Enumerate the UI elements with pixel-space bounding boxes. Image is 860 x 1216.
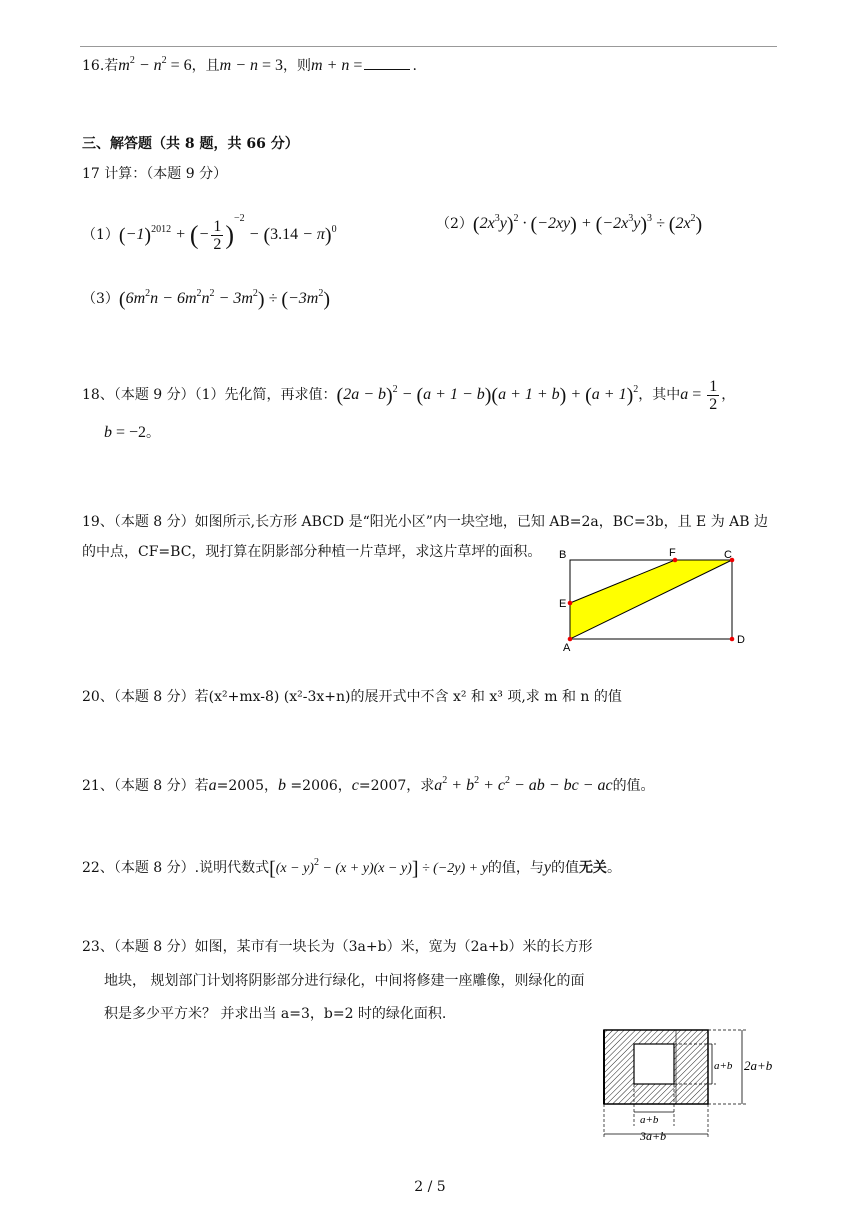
point-d bbox=[730, 637, 735, 642]
q17-part2: $(2)(2x^3y)^2 \cdot (-2xy) + (-2x^3y)^3 \div (2x^2)$ bbox=[436, 213, 703, 236]
shaded-lawn bbox=[570, 560, 732, 639]
label-f: F bbox=[669, 547, 676, 559]
question-23-line1: 23、（本题 8 分）如图，某市有一块长为（3a+b）米，宽为（2a+b）米的长方形 bbox=[82, 939, 593, 955]
question-21: 21、（本题 8 分）若a=2005，b =2006，c=2007，求$a^2 + b^2 + c^2$ − ab − bc − ac的值。 bbox=[82, 775, 655, 794]
section-title: 三、解答题（共 8 题，共 66 分） bbox=[82, 136, 299, 152]
label-e: E bbox=[559, 598, 567, 610]
question-19: 19、（本题 8 分）如图所示,长方形 ABCD 是“阳光小区”内一块空地，已知 AB=2a，BC=3b，且 E 为 AB 边的中点，CF=BC，现打算在阴影部分种植一片草坪，求这片草坪的面积。 bbox=[82, 514, 768, 560]
question-23-line2: 地块， 规划部门计划将阴影部分进行绿化，中间将修建一座雕像，则绿化的面 bbox=[104, 973, 585, 989]
question-16: 16.若$m^2 - n^2 = 6$，且m − n = 3，则m + n = . bbox=[82, 55, 417, 74]
q17-part3: $(3)(6m^2n - 6m^2n^2 - 3m^2) \div (-3m^2)$ bbox=[82, 288, 331, 311]
question-22: 22、（本题 8 分）.说明代数式$[(x - y)^2 - (x + y)(x - y)] \div (-2y) + y$的值，与y的值无关。 bbox=[82, 857, 621, 880]
label-a: A bbox=[563, 642, 571, 654]
rectangle-abcd-figure bbox=[555, 545, 755, 655]
label-c: C bbox=[724, 549, 732, 561]
question-18: 18、（本题 9 分）（1）先化简，再求值：$(2a - b)^2 - (a + 1 - b)(a + 1 + b) + (a + 1)^2$，其中a = $\frac{1}{2}$ ， bbox=[82, 377, 736, 413]
answer-blank bbox=[364, 57, 410, 70]
q17-part1: $(1)(-1)^{2012}$ + (− $\frac{1}{2}$ )$^{-2} - (3.14 - \pi)^0$ bbox=[82, 213, 337, 253]
point-a bbox=[568, 637, 573, 642]
label-outer-height: 2a+b bbox=[744, 1058, 773, 1073]
question-23-line3: 积是多少平方米？ 并求出当 a=3，b=2 时的绿化面积. bbox=[104, 1006, 447, 1022]
page-number: 2 / 5 bbox=[414, 1179, 446, 1195]
statue-square bbox=[634, 1044, 674, 1084]
label-outer-width: 3a+b bbox=[640, 1129, 667, 1142]
question-17-head: 17 计算：（本题 9 分） bbox=[82, 166, 228, 182]
question-20: 20、（本题 8 分）若(x²+mx-8) (x²-3x+n)的展开式中不含 x² 和 x³ 项,求 m 和 n 的值 bbox=[82, 689, 622, 705]
point-e bbox=[568, 601, 573, 606]
label-inner-height: a+b bbox=[714, 1060, 733, 1072]
label-d: D bbox=[737, 634, 745, 646]
question-18-b: b = −2。 bbox=[104, 424, 161, 441]
label-b: B bbox=[559, 549, 567, 561]
label-inner-width: a+b bbox=[640, 1114, 659, 1126]
green-area-figure bbox=[596, 1024, 786, 1142]
